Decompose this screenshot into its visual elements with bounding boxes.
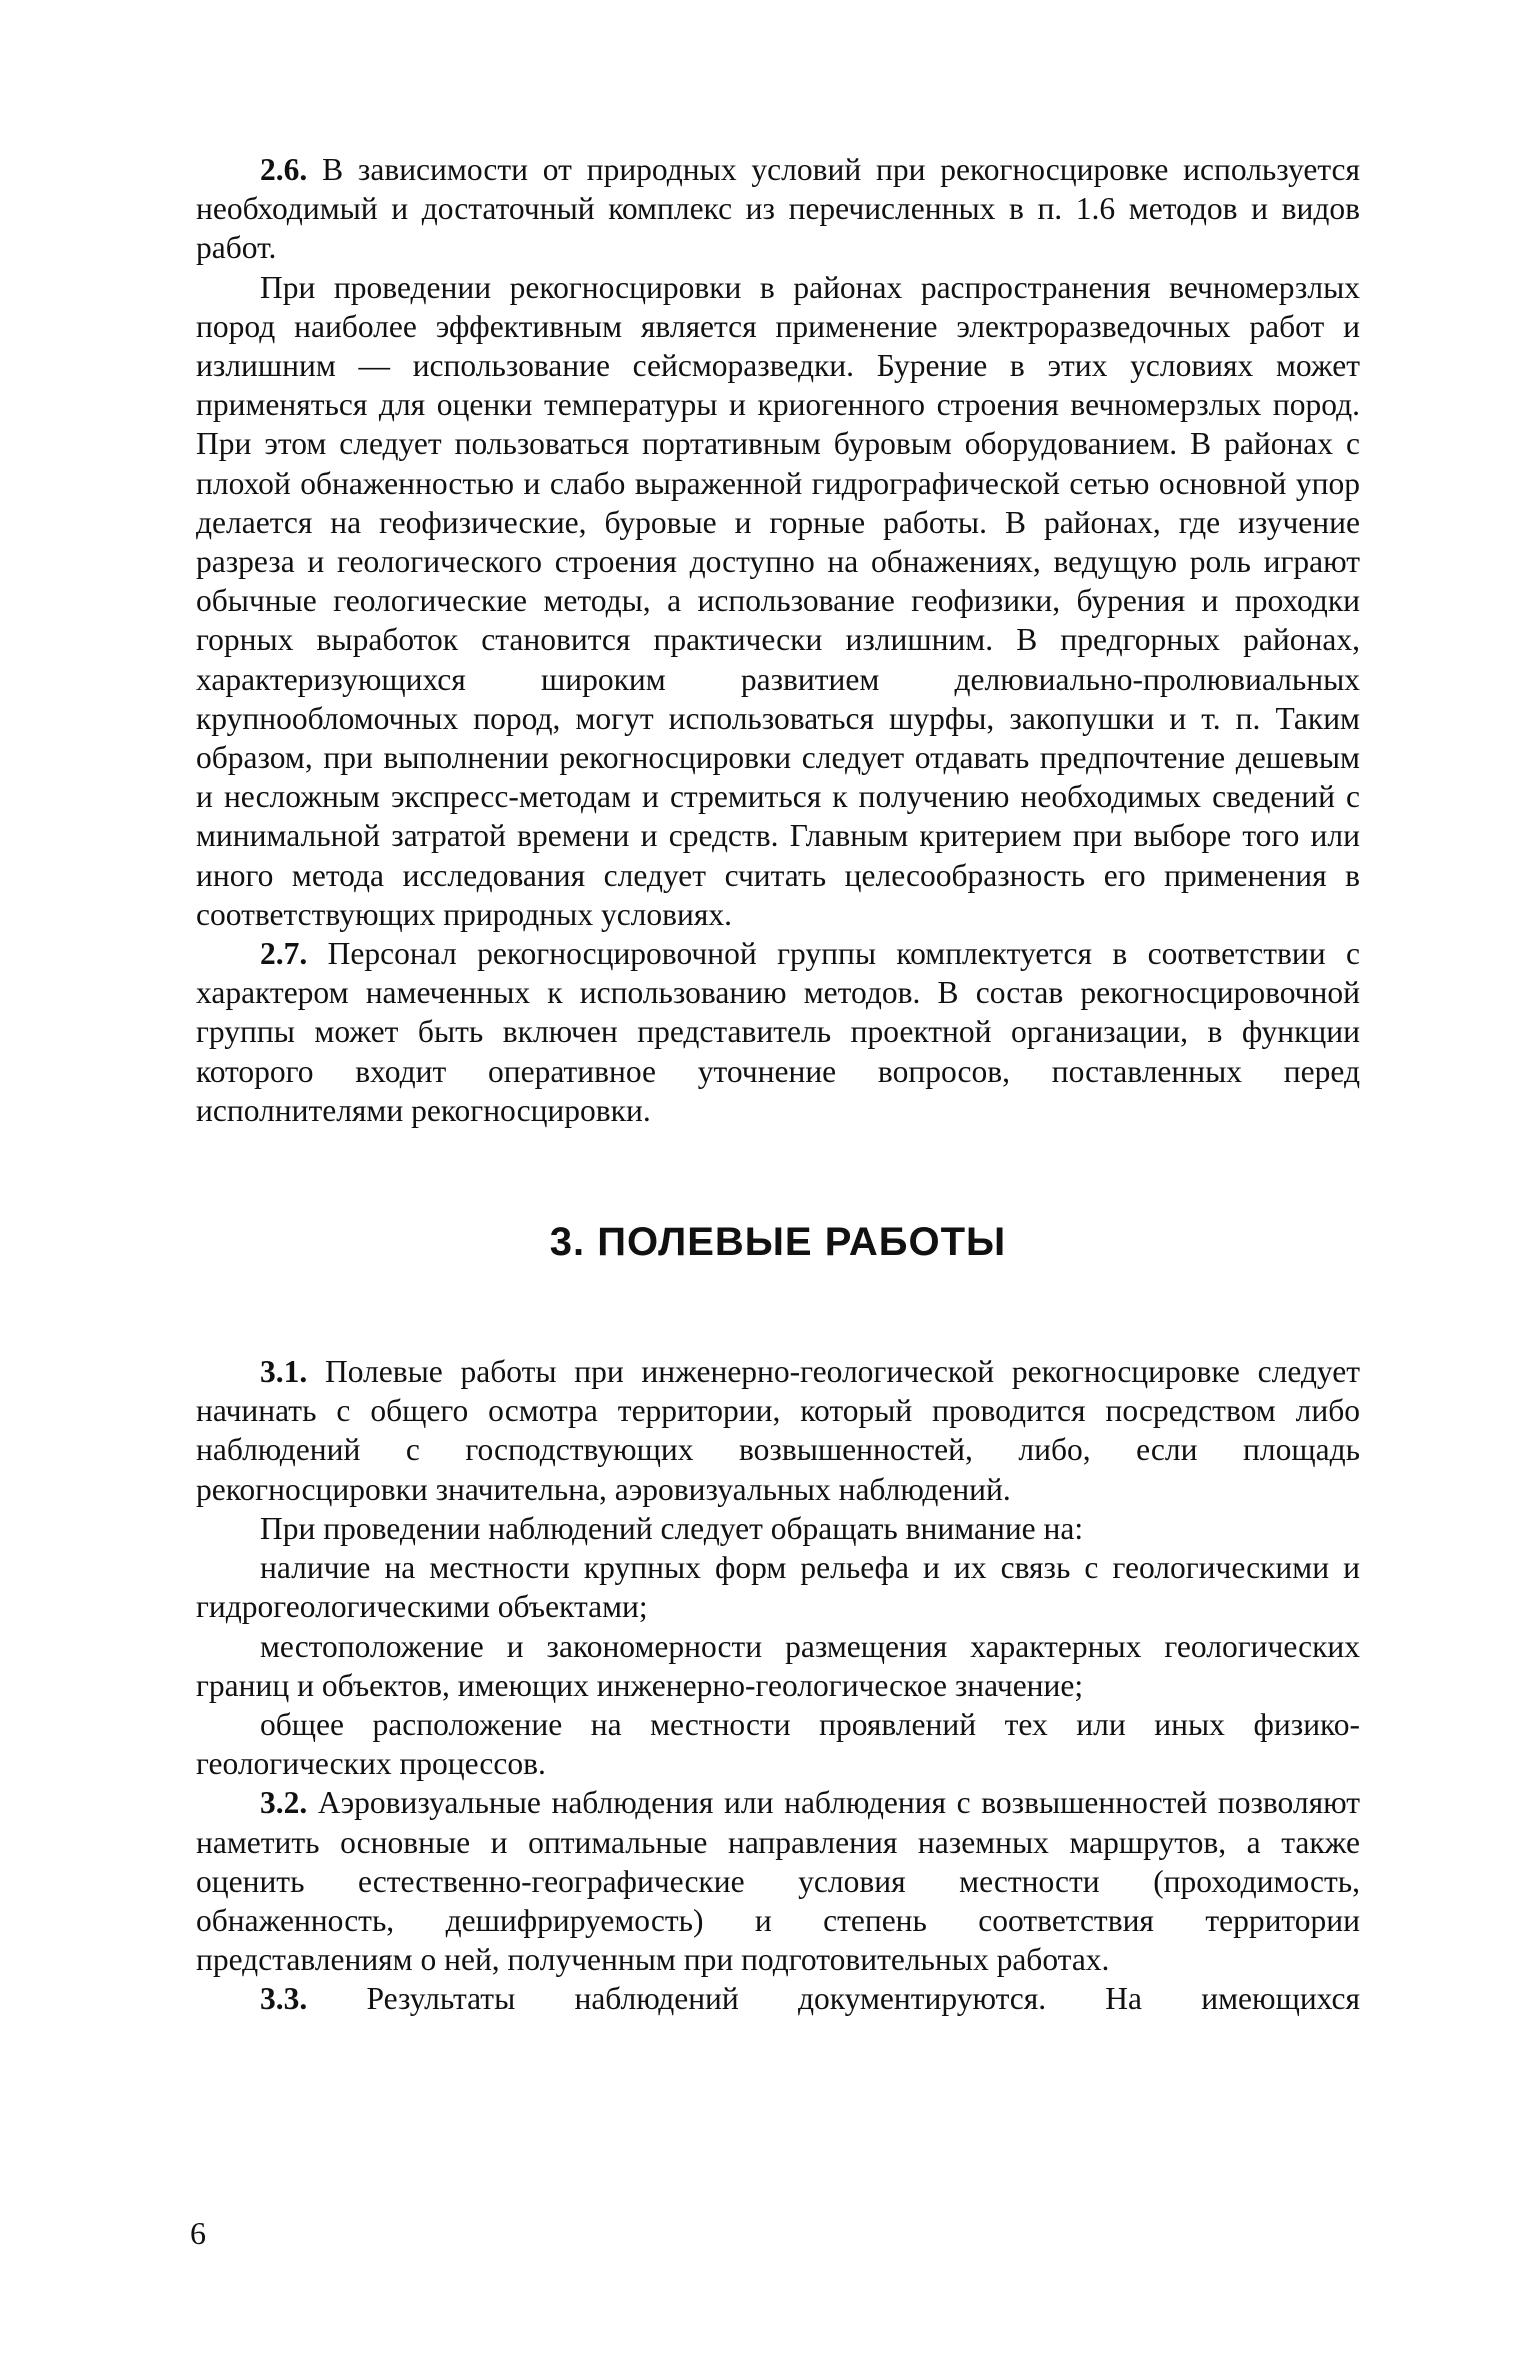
list-item: общее расположение на местности проявлений тех или иных физико-геологических процессов. <box>196 1706 1360 1782</box>
paragraph-3-3 <box>196 1979 1360 2018</box>
paragraph-3-2 <box>196 1783 1360 1979</box>
paragraph-text: Персонал рекогносцировочной группы комплектуется в соответствии с характером намеченных к использованию методов. В состав рекогносцировочной группы может быть включен представитель проектной организации, в функции которого входит оперативное уточнение вопросов, поставленных перед исполнителями рекогносцировки. <box>196 936 1360 1128</box>
paragraph-2-6-continued <box>196 268 1360 934</box>
paragraph-text: При проведении рекогносцировки в районах распространения вечномерзлых пород наиболее эффективным является применение электроразведочных работ и излишним — использование сейсморазведки. Бурение в этих условиях может применяться для оценки температуры и криогенного строения вечномерзлых пород. При этом следует пользоваться портативным буровым оборудованием. В районах с плохой обнаженностью и слабо выраженной гидрографической сетью основной упор делается на геофизические, буровые и горные работы. В районах, где изучение разреза и геологического строения доступно на обнажениях, ведущую роль играют обычные геологические методы, а использование геофизики, бурения и проходки горных выработок становится практически излишним. В предгорных районах, характеризующихся широким развитием делювиально-пролювиальных крупнообломочных пород, могут использоваться шурфы, закопушки и т. п. Таким образом, при выполнении рекогносцировки следует отдавать предпочтение дешевым и несложным экспресс-методам и стремиться к получению необходимых сведений с минимальной затратой времени и средств. Главным критерием при выборе того или иного метода исследования следует считать целесообразность его применения в соответствующих природных условиях. <box>196 269 1360 932</box>
paragraph-number: 2.7. <box>260 936 308 972</box>
paragraph-3-1 <box>196 1352 1360 1509</box>
paragraph-2-7 <box>196 934 1360 1130</box>
list-item: наличие на местности крупных форм рельефа и их связь с геологическими и гидрогеологическими объектами; <box>196 1550 1360 1625</box>
paragraph-text: Результаты наблюдений документируются. На имеющихся <box>307 1981 1360 2017</box>
paragraph-number: 3.2. <box>260 1785 308 1821</box>
paragraph-number: 3.1. <box>260 1354 308 1390</box>
paragraph-number: 2.6. <box>260 152 308 187</box>
page-body <box>196 150 1360 2019</box>
paragraph-number: 3.3. <box>260 1981 308 2017</box>
paragraph-2-6 <box>196 150 1360 268</box>
page-number: 6 <box>190 2215 206 2251</box>
paragraph-text: Аэровизуальные наблюдения или наблюдения с возвышенностей позволяют наметить основные и оптимальные направления наземных маршрутов, а также оценить естественно-географические условия местности (проходимость, обнаженность, дешифрируемость) и степень соответствия территории представлениям о ней, полученным при подготовительных работах. <box>196 1785 1360 1978</box>
list-item: местоположение и закономерности размещения характерных геологических границ и объектов, имеющих инженерно-геологическое значение; <box>196 1628 1360 1703</box>
paragraph-text: Полевые работы при инженерно-геологической рекогносцировке следует начинать с общего осмотра территории, который проводится посредством либо наблюдений с господствующих возвышенностей, либо, если площадь рекогносцировки значительна, аэровизуальных наблюдений. <box>196 1354 1360 1507</box>
paragraph-text: При проведении наблюдений следует обращать внимание на: <box>260 1510 1084 1546</box>
section-heading: 3. ПОЛЕВЫЕ РАБОТЫ <box>549 1220 1007 1265</box>
paragraph-text: В зависимости от природных условий при рекогносцировке используется необходимый и достаточный комплекс из перечисленных в п. 1.6 методов и видов работ. <box>196 152 1360 266</box>
paragraph-3-1-intro <box>196 1509 1360 1548</box>
